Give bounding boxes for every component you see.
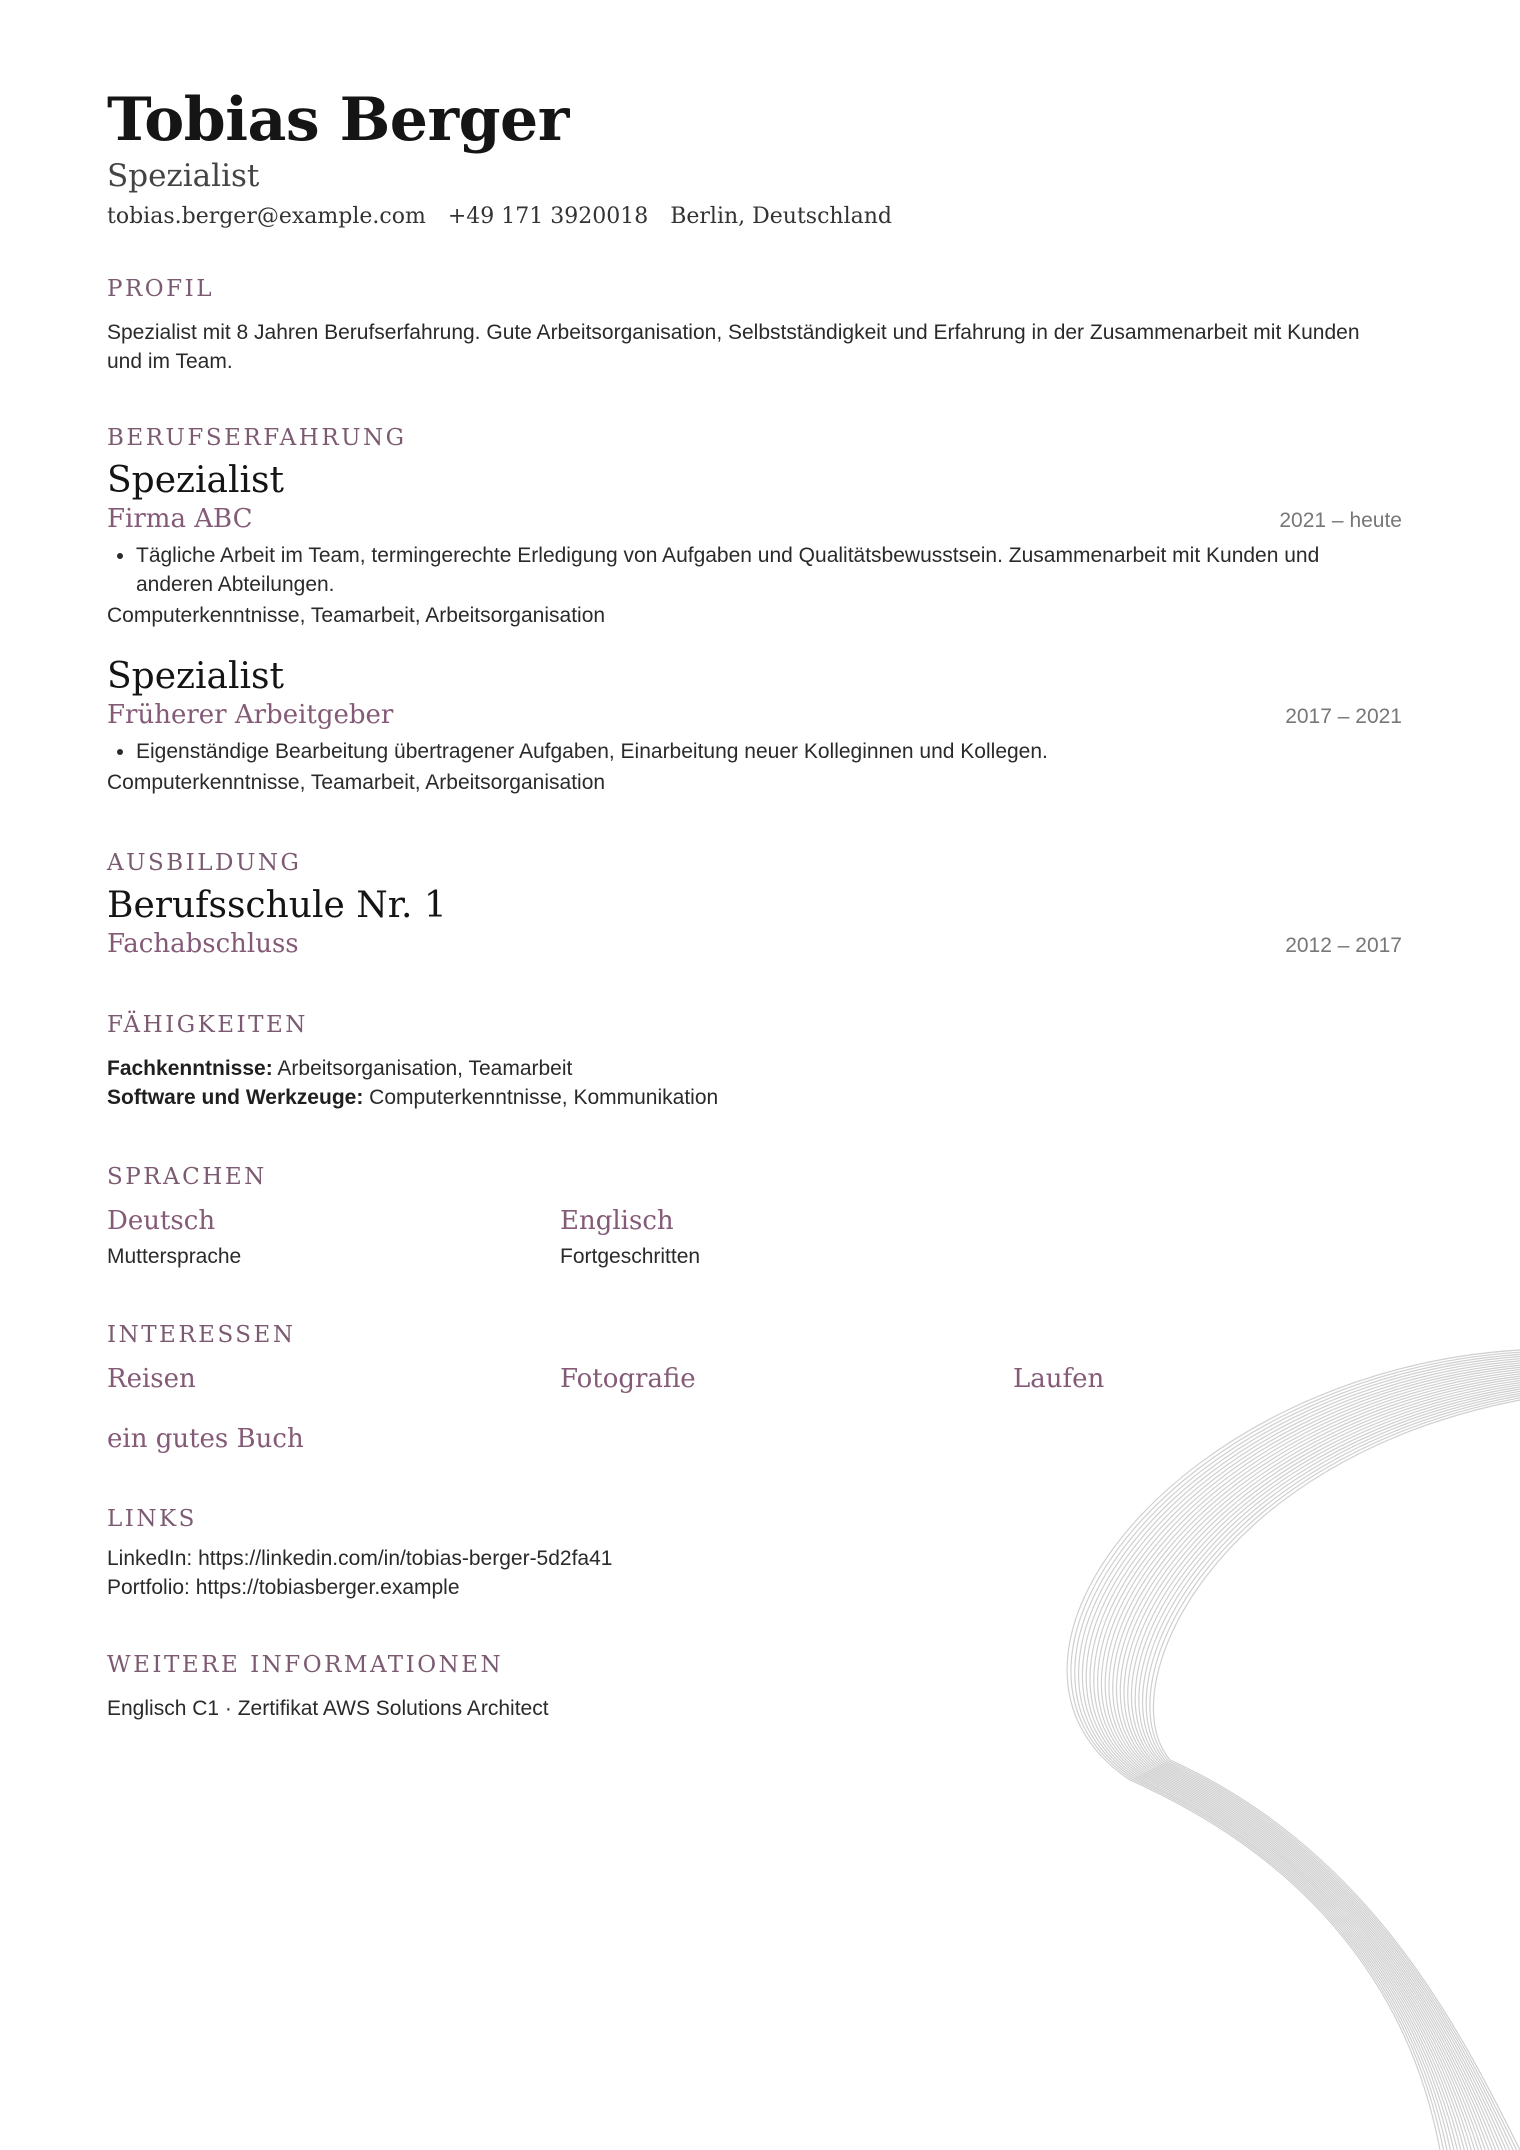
education-dates: 2012 – 2017 <box>1285 934 1402 957</box>
contact-email[interactable]: tobias.berger@example.com <box>107 204 426 229</box>
section-title-languages: SPRACHEN <box>107 1164 267 1190</box>
section-education <box>107 848 1414 962</box>
interest-item: Fotografie <box>560 1364 696 1394</box>
experience-entry <box>107 459 1414 630</box>
experience-meta-row <box>107 699 1414 733</box>
section-interests <box>107 1320 1414 1456</box>
section-skills <box>107 1010 1414 1112</box>
experience-dates: 2021 – heute <box>1279 509 1402 532</box>
experience-bullets <box>107 541 1414 599</box>
experience-entry <box>107 655 1414 797</box>
section-profile <box>107 274 1414 376</box>
experience-meta-row <box>107 503 1414 537</box>
education-entry <box>107 884 1414 962</box>
experience-bullets <box>107 737 1414 766</box>
experience-keywords: Computerkenntnisse, Teamarbeit, Arbeitsorganisation <box>107 771 606 794</box>
contact-line <box>107 202 1414 232</box>
candidate-headline: Spezialist <box>107 158 260 194</box>
education-school: Berufsschule Nr. 1 <box>107 885 447 926</box>
skill-value: Arbeitsorganisation, Teamarbeit <box>277 1057 573 1080</box>
profile-text: Spezialist mit 8 Jahren Berufserfahrung. Gute Arbeitsorganisation, Selbstständigkeit und Erfahrung in der Zusammenarbeit mit Kunden und im Team. <box>107 321 1360 373</box>
language-item <box>107 1204 560 1272</box>
link-portfolio[interactable]: Portfolio: https://tobiasberger.example <box>107 1576 460 1599</box>
language-item <box>560 1204 1013 1272</box>
section-links <box>107 1504 1414 1602</box>
skill-label: Fachkenntnisse: <box>107 1057 273 1080</box>
section-title-interests: INTERESSEN <box>107 1322 296 1348</box>
interest-item: Laufen <box>1013 1364 1105 1394</box>
experience-company: Firma ABC <box>107 504 253 534</box>
section-experience <box>107 423 1414 797</box>
section-title-skills: FÄHIGKEITEN <box>107 1012 308 1038</box>
skill-line <box>107 1083 1414 1112</box>
resume-header <box>107 84 1414 232</box>
section-title-education: AUSBILDUNG <box>107 850 302 876</box>
experience-keywords: Computerkenntnisse, Teamarbeit, Arbeitsorganisation <box>107 604 606 627</box>
experience-bullet: • Tägliche Arbeit im Team, termingerechte Erledigung von Aufgaben und Qualitätsbewusstsein. Zusammenarbeit mit Kunden und anderen Abteilungen. <box>136 541 1414 599</box>
experience-bullet: • Eigenständige Bearbeitung übertragener Aufgaben, Einarbeitung neuer Kolleginnen und Kollegen. <box>136 737 1414 766</box>
experience-role: Spezialist <box>107 656 284 697</box>
language-list <box>107 1204 1414 1272</box>
section-title-profile: PROFIL <box>107 276 214 302</box>
language-level: Muttersprache <box>107 1245 242 1268</box>
skill-label: Software und Werkzeuge: <box>107 1086 364 1109</box>
language-level: Fortgeschritten <box>560 1245 701 1268</box>
contact-location: Berlin, Deutschland <box>670 204 892 229</box>
experience-role: Spezialist <box>107 460 284 501</box>
education-meta-row <box>107 928 1414 962</box>
candidate-name: Tobias Berger <box>107 85 569 155</box>
education-degree: Fachabschluss <box>107 929 299 959</box>
skill-line <box>107 1054 1414 1083</box>
section-additional <box>107 1650 1414 1723</box>
experience-dates: 2017 – 2021 <box>1285 705 1402 728</box>
link-linkedin[interactable]: LinkedIn: https://linkedin.com/in/tobias-berger-5d2fa41 <box>107 1547 613 1570</box>
section-title-additional: WEITERE INFORMATIONEN <box>107 1652 504 1678</box>
interest-item: Reisen <box>107 1364 196 1394</box>
interest-list <box>107 1362 1414 1456</box>
experience-company: Früherer Arbeitgeber <box>107 700 394 730</box>
skill-value: Computerkenntnisse, Kommunikation <box>369 1086 719 1109</box>
interest-item: ein gutes Buch <box>107 1424 304 1454</box>
language-name: Deutsch <box>107 1206 216 1236</box>
additional-text: Englisch C1 · Zertifikat AWS Solutions Architect <box>107 1697 549 1720</box>
section-languages <box>107 1162 1414 1272</box>
section-title-experience: BERUFSERFAHRUNG <box>107 425 407 451</box>
language-name: Englisch <box>560 1206 674 1236</box>
section-title-links: LINKS <box>107 1506 197 1532</box>
contact-phone[interactable]: +49 171 3920018 <box>447 204 649 229</box>
